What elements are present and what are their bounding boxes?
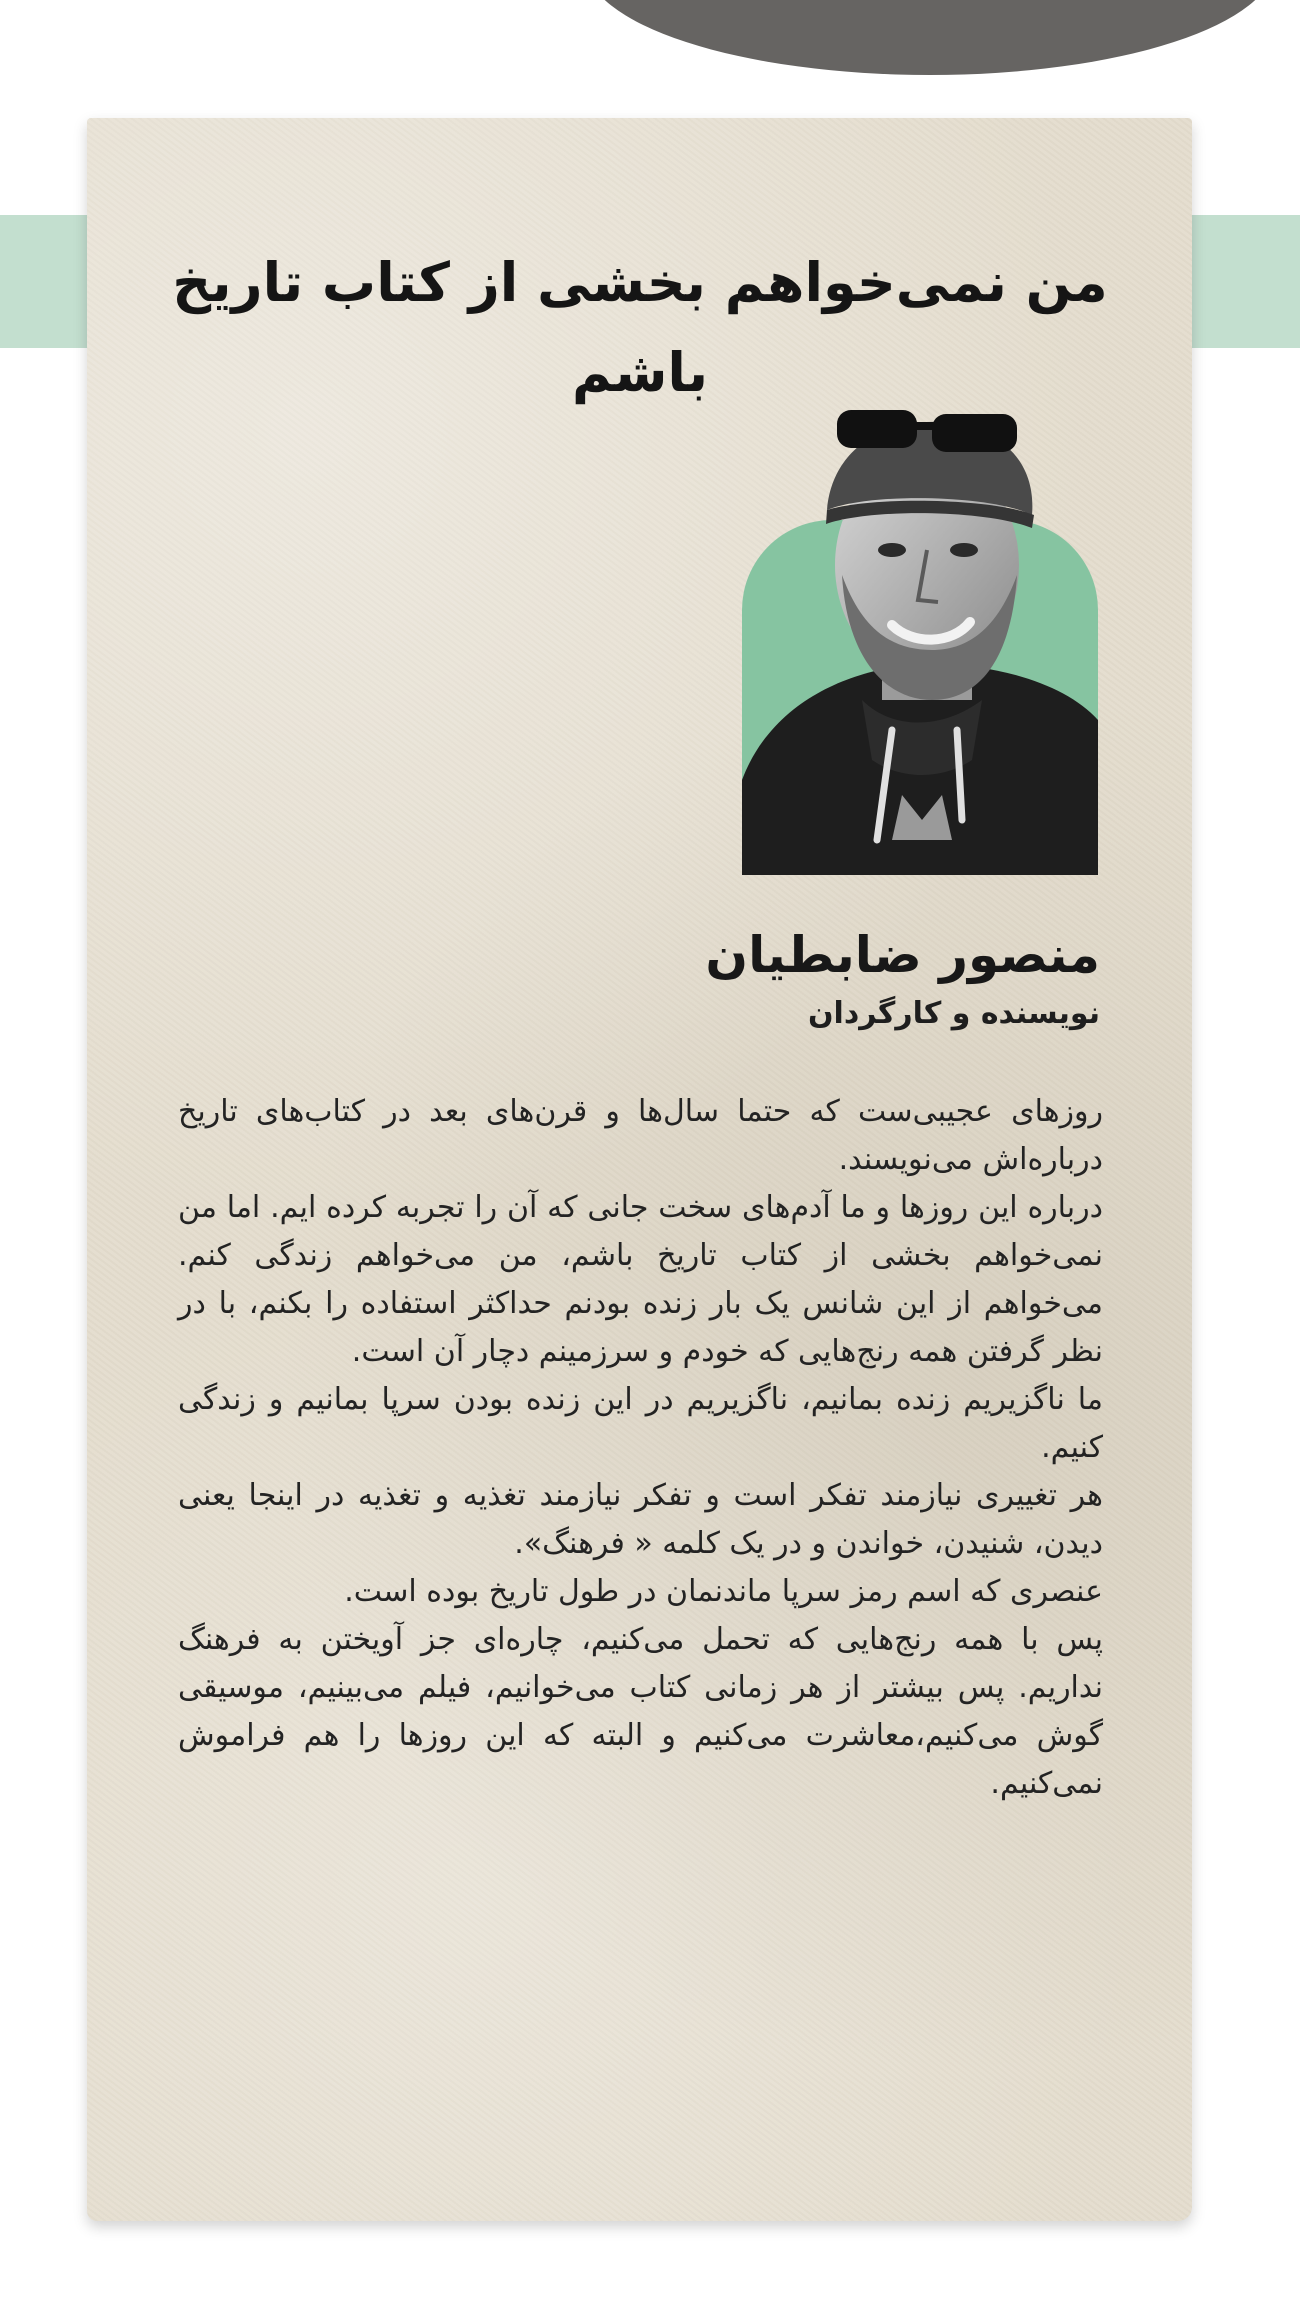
top-decorative-shape <box>585 0 1275 75</box>
mint-band-right <box>1190 215 1300 348</box>
paragraph: ما ناگزیریم زنده بمانیم، ناگزیریم در این زنده بودن سرپا بمانیم و زندگی کنیم. <box>178 1382 1103 1465</box>
author-name: منصور ضابطیان <box>705 926 1100 984</box>
author-portrait <box>742 400 1098 875</box>
paragraph: عنصری که اسم رمز سرپا ماندنمان در طول تاریخ بوده است. <box>344 1574 1103 1609</box>
paragraph: پس با همه رنج‌هایی که تحمل می‌کنیم، چاره‌ای جز آویختن به فرهنگ نداریم. پس بیشتر از هر زمانی کتاب می‌خوانیم، فیلم می‌بینیم، موسیقی گوش می‌کنیم،معاشرت می‌کنیم و البته که این روزها را هم فراموش نمی‌کنیم. <box>178 1622 1103 1801</box>
author-photo <box>742 400 1098 875</box>
paragraph: هر تغییری نیازمند تفکر است و تفکر نیازمند تغذیه و تغذیه در اینجا یعنی دیدن، شنیدن، خواندن و در یک کلمه « فرهنگ». <box>178 1478 1103 1561</box>
article-headline: من نمی‌خواهم بخشی از کتاب تاریخ باشم <box>172 251 1108 404</box>
paragraph: درباره این روزها و ما آدم‌های سخت جانی که آن را تجربه کرده ایم. اما من نمی‌خواهم بخشی از کتاب تاریخ باشم، من می‌خواهم زندگی کنم. می‌خواهم از این شانس یک بار زنده بودنم حداکثر استفاده را بکنم، با در نظر گرفتن همه رنج‌هایی که خودم و سرزمینم دچار آن است. <box>178 1190 1103 1369</box>
author-role: نویسنده و کارگردان <box>807 996 1100 1031</box>
article-body <box>178 1088 1103 1808</box>
paragraph: روزهای عجیبی‌ست که حتما سال‌ها و قرن‌های بعد در کتاب‌های تاریخ درباره‌اش می‌نویسند. <box>178 1094 1103 1177</box>
